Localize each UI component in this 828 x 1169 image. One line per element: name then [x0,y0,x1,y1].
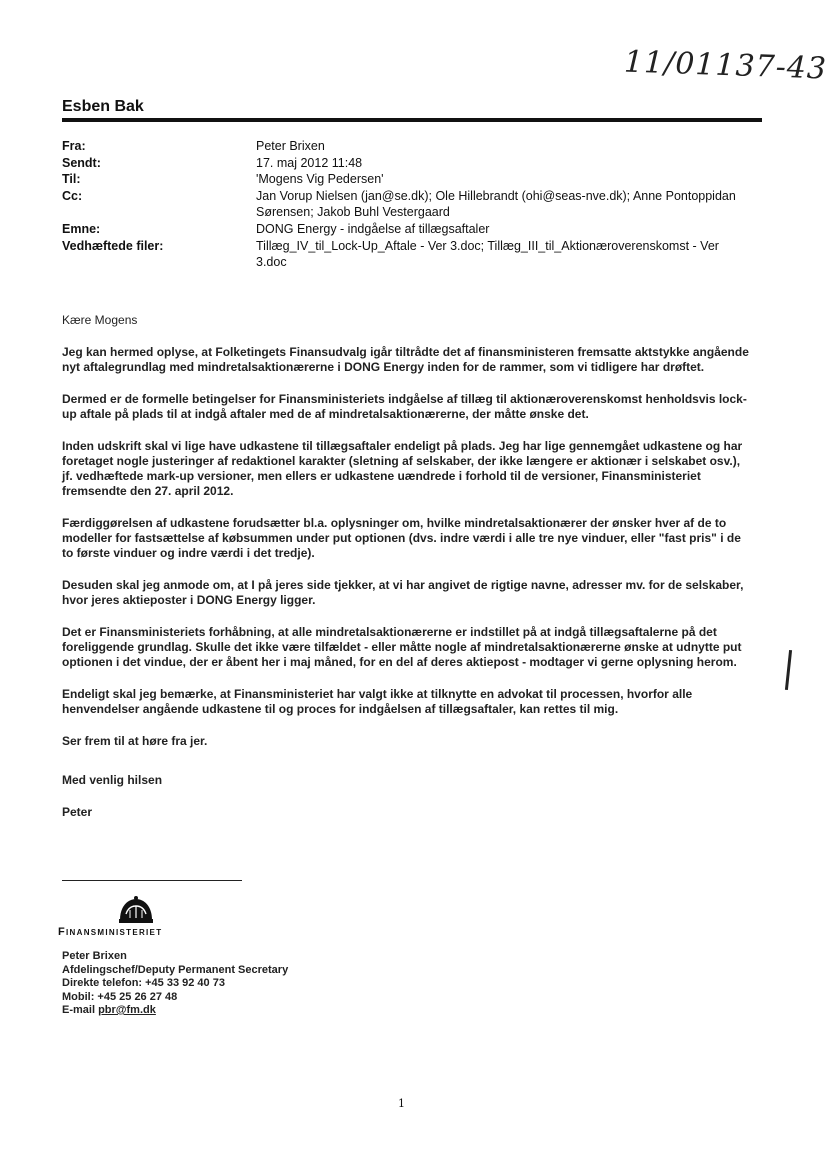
email-label: E-mail [62,1004,96,1016]
contact-direct-phone: Direkte telefon: +45 33 92 40 73 [62,977,225,989]
header-cc [62,188,762,221]
header-value: 'Mogens Vig Pedersen' [256,172,384,187]
header-label: Emne: [62,221,101,236]
signature-name: Peter [62,805,93,819]
header-value: Jan Vorup Nielsen (jan@se.dk); Ole Hillebrandt (ohi@seas-nve.dk); Anne Pontoppidan Sørensen; Jakob Buhl Vestergaard [256,188,736,220]
handwritten-case-number: 11/01137-43 [623,44,828,87]
signature-divider [62,880,242,881]
email-link[interactable]: pbr@fm.dk [98,1004,156,1016]
header-label: Cc: [62,188,83,203]
header-attachments [62,238,762,271]
attachment-list[interactable]: Tillæg_IV_til_Lock-Up_Aftale - Ver 3.doc; Tillæg_III_til_Aktionæroverenskomst - Ver 3.doc [256,238,719,270]
contact-mobile: Mobil: +45 25 26 27 48 [62,990,178,1003]
header-from [62,138,762,155]
body-paragraph: Inden udskrift skal vi lige have udkastene til tillægsaftaler endeligt på plads. Jeg har lige gennemgået udkastene og har foretaget nogle justeringer af redaktionel karakter (sletning af selskaber, der ikke længere er aktionær i selskabet osv.), jf. vedhæftede mark-up versioner, men ellers er udkastene uændrede i forhold til de versioner, Finansministeriet fremsendte den 27. april 2012. [62,439,743,498]
body-paragraph: Ser frem til at høre fra jer. [62,734,208,748]
crown-logo-icon [116,896,156,924]
salutation: Kære Mogens [62,313,138,327]
header-sent [62,155,762,172]
body-paragraph: Desuden skal jeg anmode om, at I på jeres side tjekker, at vi har angivet de rigtige navne, adresser mv. for de selskaber, hvor jeres aktieposter i DONG Energy ligger. [62,578,744,607]
email-body [62,313,752,837]
body-paragraph: Færdiggørelsen af udkastene forudsætter bl.a. oplysninger om, hvilke mindretalsaktionærer der ønsker hver af de to modeller for fastsættelse af købsummen under put optionen (dvs. indre værdi i alle tre nye vinduer, eller "fast pris" i de to første vinduer og indre værdi i det tredje). [62,516,741,560]
header-subject [62,221,762,238]
page-number: 1 [398,1097,405,1110]
closing: Med venlig hilsen [62,773,163,787]
body-paragraph: Jeg kan hermed oplyse, at Folketingets Finansudvalg igår tiltrådte det af finansministeren fremsatte aktstykke angående nyt aftalegrundlag med mindretalsaktionærerne i DONG Energy inden for de rammer, som vi tidligere har drøftet. [62,345,749,374]
contact-title: Afdelingschef/Deputy Permanent Secretary [62,963,289,976]
email-headers [62,138,762,271]
contact-email-row [62,1004,288,1018]
handwritten-margin-mark [785,650,792,690]
mailbox-owner-name: Esben Bak [62,98,144,115]
ministry-name: Finansministeriet [58,926,163,938]
header-label: Sendt: [62,155,101,170]
contact-name: Peter Brixen [62,950,127,962]
header-label: Til: [62,172,81,187]
body-paragraph: Dermed er de formelle betingelser for Finansministeriets indgåelse af tillæg til aktionæroverenskomst henholdsvis lock-up aftale på plads til at indgå aftaler med de af mindretalsaktionærerne, der måtte ønske det. [62,392,747,421]
header-value: 17. maj 2012 11:48 [256,155,363,170]
header-divider [62,118,762,122]
header-to [62,171,762,188]
contact-block [62,950,288,1018]
header-value: Peter Brixen [256,139,325,153]
body-paragraph: Det er Finansministeriets forhåbning, at alle mindretalsaktionærerne er indstillet på at indgå tillægsaftalerne på det foreliggende grundlag. Skulle det ikke være tilfældet - eller måtte nogle af mindretalsaktionærerne ønske at udnytte put optionen i det vindue, der er åbent her i maj måned, for en del af deres aktiepost - modtager vi gerne oplysning herom. [62,625,742,669]
header-label: Vedhæftede filer: [62,238,164,253]
header-label: Fra: [62,139,86,153]
body-paragraph: Endeligt skal jeg bemærke, at Finansministeriet har valgt ikke at tilknytte en advokat til processen, hvorfor alle henvendelser angående udkastene til og proces for indgåelsen af tillægsaftaler, kan rettes til mig. [62,687,693,716]
header-value: DONG Energy - indgåelse af tillægsaftaler [256,221,490,236]
